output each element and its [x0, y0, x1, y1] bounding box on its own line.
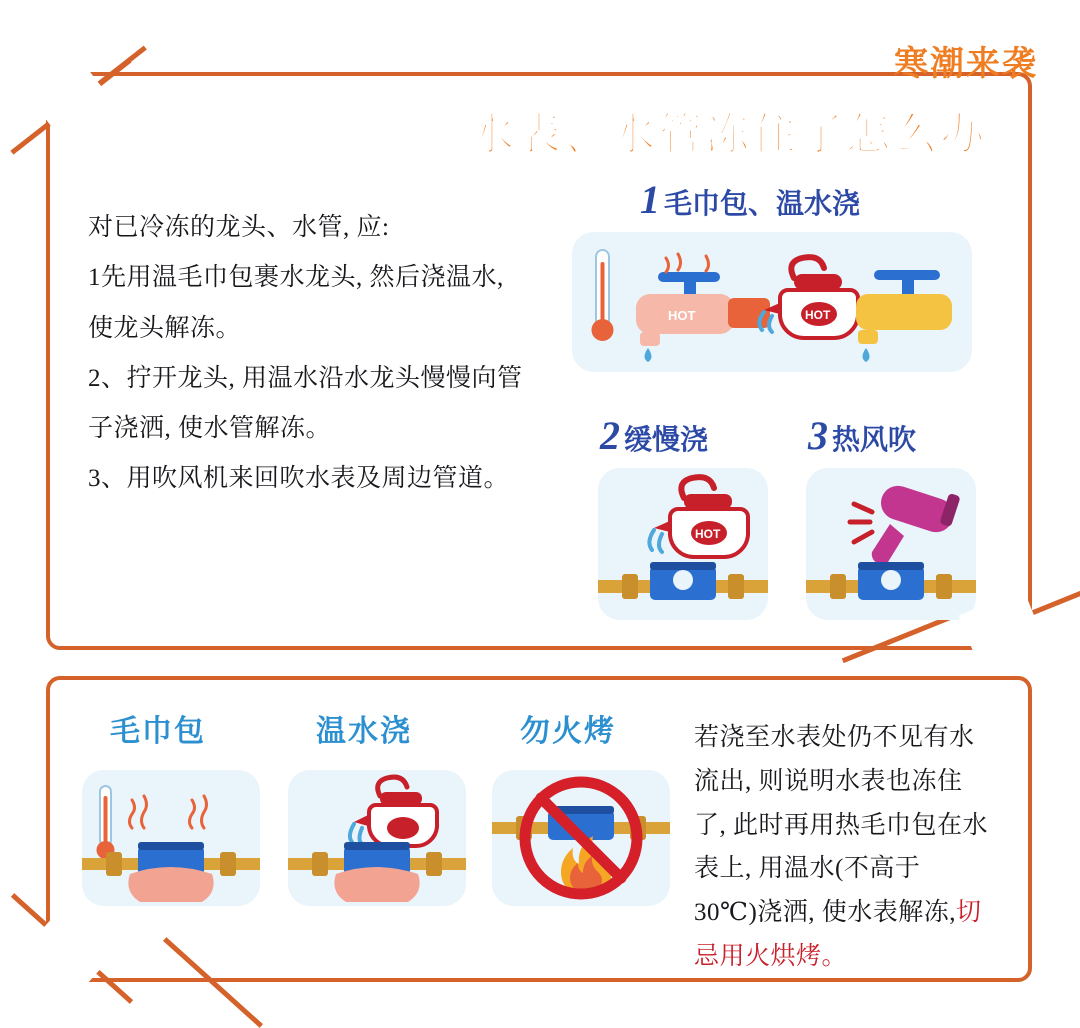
instructions-intro: 对已冷冻的龙头、水管, 应:: [88, 214, 390, 241]
instructions-line-3: 2、拧开龙头, 用温水沿水龙头慢慢向管: [88, 364, 523, 392]
step-3-illustration: [806, 468, 976, 620]
bottom-note-line-4: 表上, 用温水(不高于: [694, 855, 921, 883]
step-3-text: 热风吹: [832, 424, 917, 455]
step-1-text: 毛巾包、温水浇: [664, 188, 861, 219]
instructions-text: [88, 205, 558, 507]
bottom-illustration-towel: [82, 770, 260, 906]
faucet-yellow-icon: [856, 270, 952, 362]
bottom-note-line-5-plain: 30℃)浇洒, 使水表解冻,: [694, 899, 957, 926]
step-2-illustration: [598, 468, 768, 620]
bottom-note-warning-start: 切: [956, 899, 982, 926]
bottom-caption-no-fire: 勿火烤: [520, 715, 616, 748]
bottom-note-line-5: [694, 891, 1012, 935]
bottom-note-line-2: 流出, 则说明水表也冻住: [694, 767, 963, 795]
faucet-with-towel-icon: [636, 254, 770, 362]
svg-text:HOT: HOT: [695, 527, 721, 541]
instructions-line-2: 使龙头解冻。: [88, 314, 242, 342]
bottom-caption-warm-water: 温水浇: [316, 715, 412, 748]
thermometer-icon: [592, 250, 614, 341]
heat-waves-icon: [130, 796, 207, 828]
headline-kicker: 寒潮来袭: [894, 45, 1038, 83]
step-1-illustration: [572, 232, 972, 372]
instructions-line-5: 3、用吹风机来回吹水表及周边管道。: [88, 465, 510, 493]
step-1-label: [640, 176, 860, 223]
bottom-note-line-3: 了, 此时再用热毛巾包在水: [694, 811, 989, 839]
water-meter-icon: [598, 562, 768, 600]
step-3-number: 3: [808, 413, 828, 458]
hair-dryer-icon: [850, 481, 961, 564]
bottom-caption-towel: 毛巾包: [110, 715, 206, 748]
step-3-label: [808, 412, 916, 459]
svg-text:HOT: HOT: [668, 308, 696, 323]
page-title: 水表、水管冻住了怎么办: [470, 110, 987, 159]
instructions-line-1: 1先用温毛巾包裹水龙头, 然后浇温水,: [88, 264, 504, 292]
step-2-number: 2: [600, 413, 620, 458]
step-2-text: 缓慢浇: [624, 424, 709, 455]
kettle-icon: [350, 777, 437, 846]
step-2-label: [600, 412, 708, 459]
svg-text:HOT: HOT: [805, 308, 831, 322]
water-meter-icon: [806, 562, 976, 600]
bottom-note-text: [694, 716, 1012, 979]
towel-wrap: [128, 867, 213, 902]
step-1-number: 1: [640, 177, 660, 222]
towel-wrap: [334, 867, 419, 902]
bottom-illustration-warm-water: [288, 770, 466, 906]
bottom-illustration-no-fire: [492, 770, 670, 906]
kettle-hot-icon: [649, 477, 748, 557]
bottom-note-line-1: 若浇至水表处仍不见有水: [694, 724, 975, 751]
bottom-note-warning: 忌用火烘烤。: [694, 942, 848, 970]
kettle-hot-icon: [759, 257, 858, 338]
thermometer-icon: [97, 786, 115, 859]
instructions-line-4: 子浇洒, 使水管解冻。: [88, 415, 332, 442]
